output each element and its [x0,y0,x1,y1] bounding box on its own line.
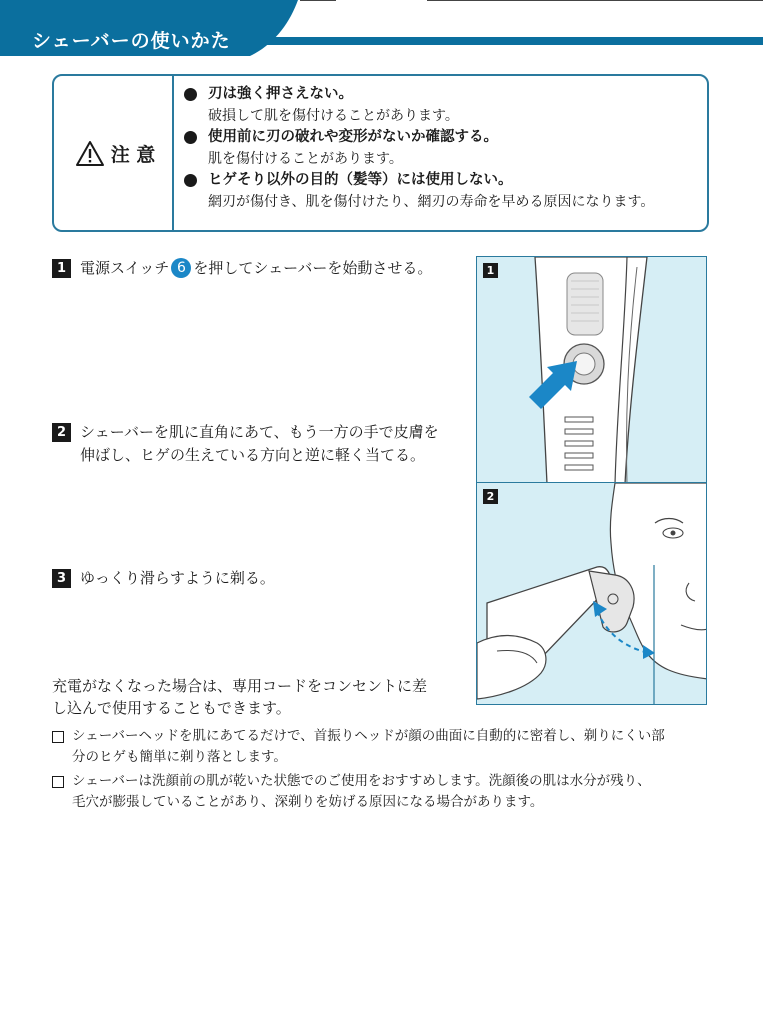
step-text-before: 電源スイッチ [80,259,170,277]
step-number: 3 [52,569,71,588]
bullet-icon [184,174,197,187]
footnote-line-2: 毛穴が膨張していることがあり、深剃りを妨げる原因になる場合があります。 [72,794,544,810]
caution-item [184,84,703,127]
part-number-badge: 6 [171,258,191,278]
charge-note-line-1: 充電がなくなった場合は、専用コードをコンセントに差 [52,677,428,695]
shaving-illustration [477,483,707,705]
warning-triangle-icon [75,140,105,167]
caution-divider [172,76,174,230]
step-text [80,257,432,280]
bullet-icon [184,88,197,101]
caution-item-body: 網刃が傷付き、肌を傷付けたり、網刃の寿命を早める原因になります。 [208,194,655,210]
footnote-line-2: 分のヒゲも簡単に剃り落とします。 [72,749,287,765]
step-3 [52,567,275,590]
bullet-icon [184,131,197,144]
caution-item-body: 破損して肌を傷付けることがあります。 [208,108,459,124]
footnotes [52,726,717,816]
charge-note [52,675,427,719]
caution-label [60,140,170,167]
step-2 [52,421,439,467]
figure-number: 1 [483,263,498,278]
step-1 [52,257,432,280]
footnote-item [52,771,717,813]
top-rule-left [300,0,336,1]
step-text-line-1: シェーバーを肌に直角にあて、もう一方の手で皮膚を [80,423,439,441]
top-rule-right [427,0,763,1]
checkbox-icon [52,776,64,788]
step-number: 1 [52,259,71,278]
caution-item-body: 肌を傷付けることがあります。 [208,151,403,167]
caution-box [52,74,709,232]
footnote-item [52,726,717,768]
figure-1 [476,256,707,483]
caution-items [184,84,703,213]
caution-item-head: 刃は強く押さえない。 [208,86,353,102]
caution-item-head: ヒゲそり以外の目的（髪等）には使用しない。 [208,172,513,188]
step-text-after: を押してシェーバーを始動させる。 [193,259,433,277]
page-title: シェーバーの使いかた [32,30,231,52]
charge-note-line-2: し込んで使用することもできます。 [52,699,291,717]
caution-item [184,127,703,170]
footnote-line-1: シェーバーは洗顔前の肌が乾いた状態でのご使用をおすすめします。洗顔後の肌は水分が残り、 [72,773,651,789]
caution-item-head: 使用前に刃の破れや変形がないか確認する。 [208,129,498,145]
figure-2 [476,482,707,705]
caution-item [184,170,703,213]
step-text: ゆっくり滑らすように剃る。 [80,569,275,587]
figure-number: 2 [483,489,498,504]
step-text-line-2: 伸ばし、ヒゲの生えている方向と逆に軽く当てる。 [80,446,426,464]
caution-label-text: 注 意 [110,144,156,166]
step-number: 2 [52,423,71,442]
footnote-line-1: シェーバーヘッドを肌にあてるだけで、首振りヘッドが顔の曲面に自動的に密着し、剃りにくい部 [72,728,665,744]
shaver-switch-illustration [477,257,707,483]
checkbox-icon [52,731,64,743]
